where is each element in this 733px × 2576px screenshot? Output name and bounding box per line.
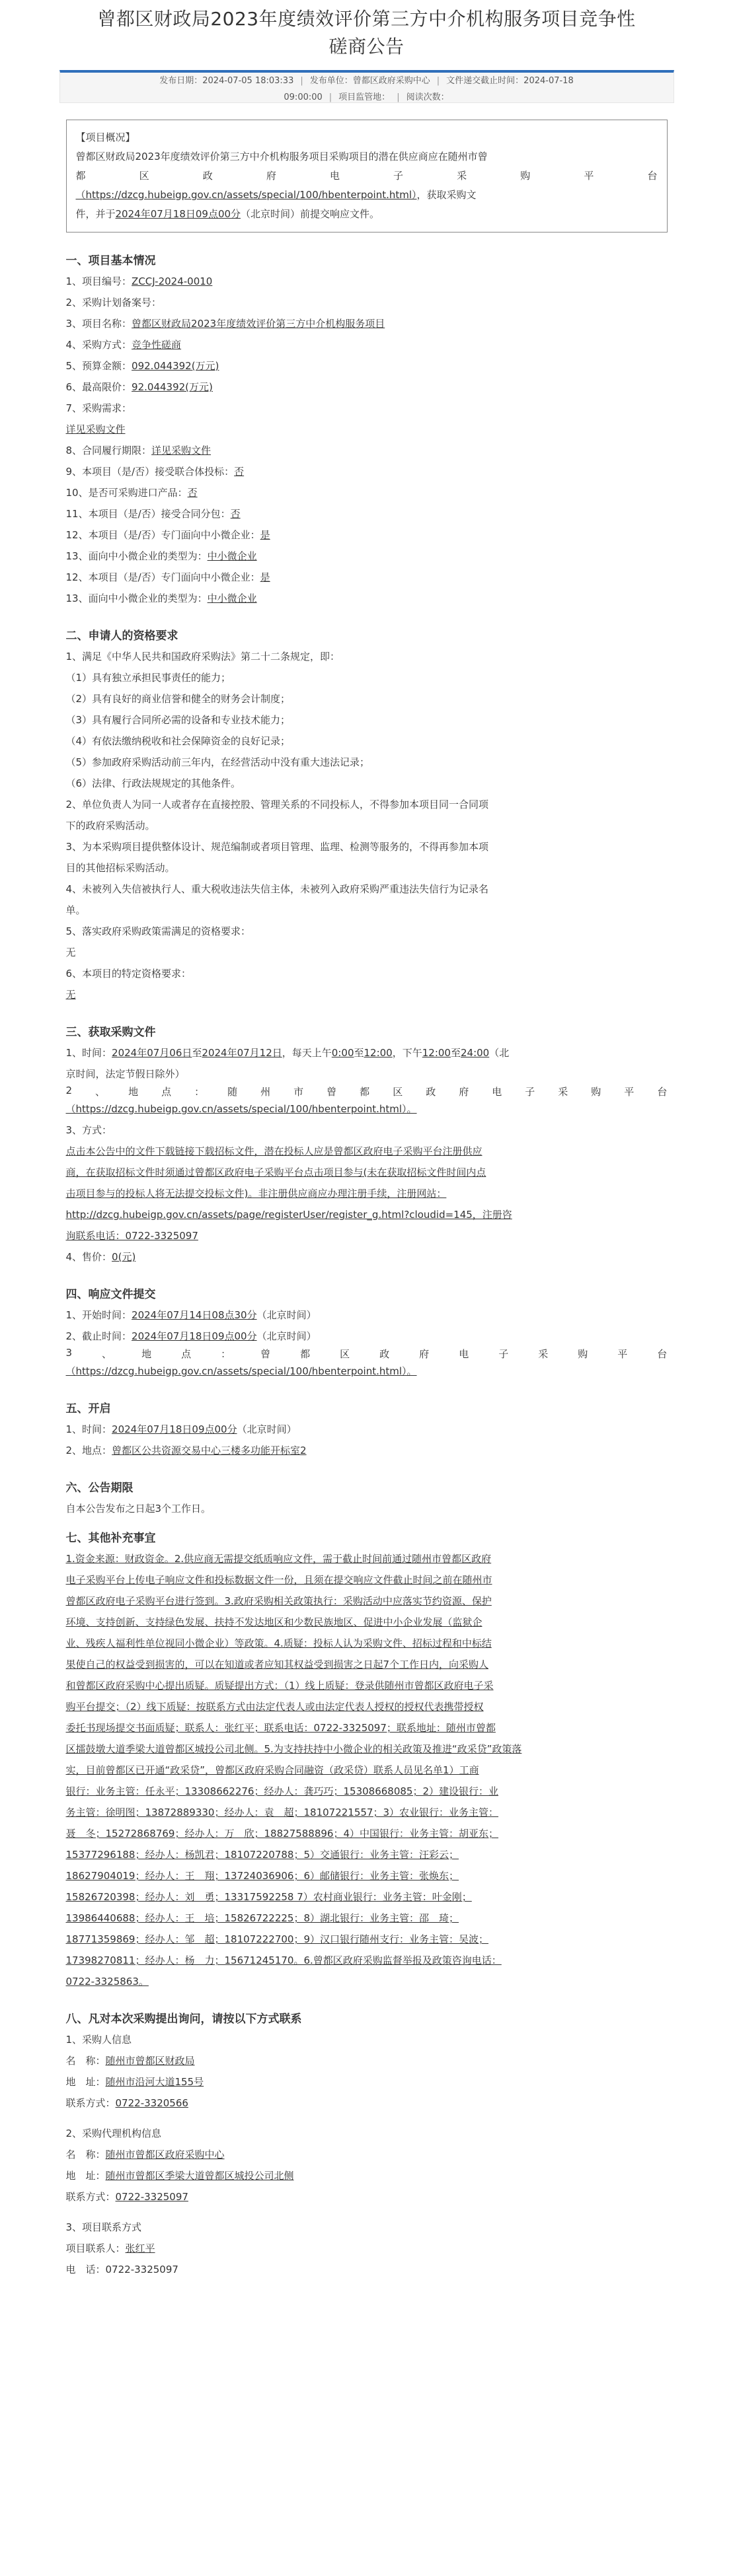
demand-link[interactable]: 详见采购文件 <box>65 423 126 435</box>
deadline-date: 2024-07-18 <box>523 76 574 86</box>
meta-line-2 <box>60 89 674 106</box>
submission-place-char: 电 <box>459 1348 469 1360</box>
submission-place-char: 购 <box>578 1348 588 1360</box>
submission-start-value: 2024年07月14日08点30分 <box>132 1309 257 1321</box>
other-matters-line: 17398270811；经办人：杨 力；15671245170。6.曾都区政府采购监督举报及政策咨询电话： <box>65 1954 502 1966</box>
basic-info-row <box>66 334 681 355</box>
qualification-p2a: 2、单位负责人为同一人或者存在直接控股、管理关系的不同投标人，不得参加本项目同一合同项 <box>65 799 489 810</box>
obtain-place-char: 电 <box>492 1086 502 1098</box>
qualification-p3a: 3、为本采购项目提供整体设计、规范编制或者项目管理、监理、检测等服务的，不得再参加本项 <box>65 841 489 853</box>
obtain-place-char: 市 <box>293 1086 304 1098</box>
basic-info-key: 10、是否可采购进口产品： <box>65 487 188 499</box>
submission-start-row <box>66 1305 681 1326</box>
other-matters-line: 13986440688；经办人：王 培；15826722225；8）湖北银行：业务主管：邵 琦； <box>65 1912 459 1924</box>
agency-addr-row <box>66 2165 681 2186</box>
section-contact-heading: 八、凡对本次采购提出询问，请按以下方式联系 <box>65 2013 302 2026</box>
basic-info-row <box>66 313 681 334</box>
opening-place-value: 曾都区公共资源交易中心三楼多功能开标室2 <box>112 1445 307 1456</box>
qualification-p4b: 单。 <box>65 904 86 916</box>
summary-platform-char: 区 <box>139 170 149 182</box>
basic-info-value: 中小微企业 <box>207 592 257 604</box>
summary-line-4-head: 件，并于 <box>75 208 116 220</box>
basic-info-key: 1、项目编号： <box>65 275 132 287</box>
other-matters-line: 1.资金来源：财政资金。2.供应商无需提交纸质响应文件，需于截止时间前通过随州市曾都区政府 <box>65 1553 492 1565</box>
qualification-p6: 6、本项目的特定资格要求： <box>65 968 192 980</box>
submission-deadline <box>444 73 576 89</box>
other-matters-line: 委托书现场提交书面质疑；联系人：张红平；联系电话：0722-3325097；联系地址：随州市曾都 <box>65 1722 496 1734</box>
basic-info-value: 是 <box>260 529 270 541</box>
basic-info-value: 竞争性磋商 <box>132 339 182 351</box>
qualification-list <box>66 667 681 794</box>
summary-line-4 <box>76 205 658 224</box>
other-matters-text <box>66 1548 681 1992</box>
register-phone: 询联系电话：0722-3325097 <box>65 1230 198 1242</box>
text-fragment: 0722-3320566 <box>115 2097 188 2109</box>
opening-place-row <box>66 1440 681 1461</box>
meta-line-1 <box>60 73 674 89</box>
text-fragment: 电 话： <box>65 2264 106 2275</box>
submission-place-char: 政 <box>379 1348 390 1360</box>
qualification-item: （6）法律、行政法规规定的其他条件。 <box>65 777 241 789</box>
register-url[interactable]: http://dzcg.hubeigp.gov.cn/assets/page/registerUser/register_g.html?cloudid=145，注册咨 <box>65 1209 512 1221</box>
text-fragment: 24:00 <box>461 1047 490 1059</box>
submission-place-char: 平 <box>617 1348 628 1360</box>
text-fragment: 1、时间： <box>65 1423 112 1435</box>
basic-info-key: 12、本项目（是/否）专门面向中小微企业： <box>65 571 260 583</box>
purchaser-name-row <box>66 2050 681 2071</box>
summary-platform-char: 电 <box>329 170 340 182</box>
agency-tel-row <box>66 2186 681 2207</box>
qualification-item: （3）具有履行合同所必需的设备和专业技术能力； <box>65 714 291 726</box>
submission-place-char: 3 <box>65 1347 73 1359</box>
obtain-place-char: 区 <box>393 1086 403 1098</box>
text-fragment: 联系方式： <box>65 2097 116 2109</box>
basic-info-value: 中小微企业 <box>207 550 257 562</box>
meta-separator: | <box>328 92 332 102</box>
other-matters-line: 实，目前曾都区已开通“政采贷”，曾都区政府采购合同融资（政采贷）联系人员见名单1）工商 <box>65 1764 479 1776</box>
agency-name-row <box>66 2144 681 2165</box>
submission-place-url[interactable]: （https://dzcg.hubeigp.gov.cn/assets/special/100/hbenterpoint.html）。 <box>65 1365 417 1377</box>
basic-info-value: 否 <box>187 487 198 499</box>
other-matters-line: 果使自己的权益受到损害的，可以在知道或者应知其权益受到损害之日起7个工作日内，向采购人 <box>65 1659 489 1670</box>
text-fragment: 4、售价： <box>65 1251 112 1263</box>
basic-info-list <box>66 271 681 419</box>
basic-info-key: 6、最高限价： <box>65 381 132 393</box>
summary-platform-char: 府 <box>266 170 276 182</box>
basic-info-value: 否 <box>234 466 245 478</box>
obtain-place-char: 州 <box>260 1086 271 1098</box>
qualification-item: （1）具有独立承担民事责任的能力； <box>65 672 231 684</box>
section-qualification-heading: 二、申请人的资格要求 <box>65 629 178 643</box>
basic-info-key: 9、本项目（是/否）接受联合体投标： <box>65 466 235 478</box>
basic-info-key: 5、预算金额： <box>65 360 132 372</box>
deadline-label: 文件递交截止时间： <box>446 76 524 86</box>
section-period-heading: 六、公告期限 <box>65 1482 134 1495</box>
purchaser-tel-row <box>66 2093 681 2114</box>
basic-info-key: 7、采购需求： <box>65 402 132 414</box>
section-submission-heading: 四、响应文件提交 <box>65 1288 156 1301</box>
meta-separator: | <box>397 92 400 102</box>
purchaser-info-label: 1、采购人信息 <box>65 2034 132 2046</box>
basic-info-row <box>66 567 681 588</box>
text-fragment: 至 <box>192 1047 202 1059</box>
project-contact-label: 3、项目联系方式 <box>65 2221 142 2233</box>
text-fragment: 1、时间： <box>65 1047 112 1059</box>
publish-unit-label: 发布单位： <box>309 76 353 86</box>
other-matters-line: 15826720398；经办人：刘 勇；13317592258 7）农村商业银行：业务主管：叶金刚； <box>65 1891 472 1903</box>
submission-place-row <box>66 1347 668 1361</box>
qualification-p5-value: 无 <box>65 947 76 958</box>
meta-bar <box>59 70 674 103</box>
text-fragment: 2、截止时间： <box>65 1330 132 1342</box>
obtain-place-char: 曾 <box>327 1086 337 1098</box>
section-obtain-docs-heading: 三、获取采购文件 <box>65 1026 156 1039</box>
basic-info-value: 否 <box>230 508 241 520</box>
obtain-place-char: 随 <box>227 1086 238 1098</box>
text-fragment: 0:00 <box>331 1047 354 1059</box>
obtain-time-row <box>66 1042 681 1063</box>
other-matters-line: 电子采购平台上传电子响应文件和投标数据文件一份，且须在提交响应文件截止时间之前在随州市 <box>65 1574 492 1586</box>
announcement-container <box>59 0 674 2280</box>
submission-place-char: 地 <box>141 1348 152 1360</box>
basic-info-value: 详见采购文件 <box>151 445 212 456</box>
submission-place-char: 府 <box>419 1348 430 1360</box>
text-fragment: 项目联系人： <box>65 2242 126 2254</box>
text-fragment: ，每天上午 <box>282 1047 332 1059</box>
text-fragment: （北京时间） <box>256 1309 317 1321</box>
text-fragment: （北 <box>489 1047 510 1059</box>
text-fragment: 0722-3325097 <box>105 2264 178 2275</box>
basic-info-value: 曾都区财政局2023年度绩效评价第三方中介机构服务项目 <box>132 318 385 330</box>
obtain-place-char: 都 <box>360 1086 370 1098</box>
title-line-2: 磋商公告 <box>328 36 405 57</box>
other-matters-line: 15377296188；经办人：杨凯君；18107220788；5）交通银行：业务主管：汪彩云； <box>65 1849 459 1861</box>
other-matters-line: 区擂鼓墩大道季梁大道曾都区城投公司北侧。5.为支持扶持中小微企业的相关政策及推进“政采贷”政策落 <box>65 1743 522 1755</box>
special-requirement-value: 无 <box>65 989 76 1001</box>
other-matters-line: 曾都区政府电子采购平台进行签到。3.政府采购相关政策执行：采购活动中应落实节约资源、保护 <box>65 1595 492 1607</box>
basic-info-key: 4、采购方式： <box>65 339 132 351</box>
other-matters-line: 18627904019；经办人：王 翔；13724036906；6）邮储银行：业务主管：张焕东； <box>65 1870 459 1882</box>
summary-platform-char: 平 <box>584 170 594 182</box>
obtain-place-char: 2 <box>65 1085 73 1096</box>
announcement-body <box>59 251 681 2280</box>
publish-unit <box>307 73 433 89</box>
obtain-place-char: 平 <box>624 1086 635 1098</box>
obtain-place-char: 子 <box>525 1086 535 1098</box>
project-contact-tel-row <box>66 2259 681 2280</box>
basic-info-value: ZCCJ-2024-0010 <box>132 275 213 287</box>
obtain-place-row <box>66 1085 668 1098</box>
page-title <box>59 0 674 61</box>
supervision-place <box>336 89 393 106</box>
text-fragment: 随州市沿河大道155号 <box>105 2076 204 2088</box>
obtain-place-char: 政 <box>426 1086 436 1098</box>
period-text: 自本公告发布之日起3个工作日。 <box>65 1503 212 1515</box>
publish-date-label: 发布日期： <box>159 76 203 86</box>
text-fragment: （北京时间） <box>237 1423 297 1435</box>
text-fragment: 地 址： <box>65 2076 106 2088</box>
text-fragment: 至 <box>450 1047 461 1059</box>
basic-info-row <box>66 355 681 376</box>
qualification-p6-value <box>66 984 681 1005</box>
agency-info-label: 2、采购代理机构信息 <box>65 2128 162 2139</box>
submission-place-char: 点 <box>181 1348 192 1360</box>
summary-label: 【项目概况】 <box>75 131 135 143</box>
obtain-method-line-3: 击项目参与的投标人将无法提交投标文件)。非注册供应商应办理注册手续，注册网站： <box>65 1188 447 1199</box>
section-basic-info-heading: 一、项目基本情况 <box>65 254 156 268</box>
project-contact-person-row <box>66 2238 681 2259</box>
obtain-place-url[interactable]: （https://dzcg.hubeigp.gov.cn/assets/special/100/hbenterpoint.html）。 <box>65 1103 417 1115</box>
submission-place-char: 采 <box>538 1348 549 1360</box>
obtain-method-line-1: 点击本公告中的文件下载链接下载招标文件，潜在投标人应是曾都区政府电子采购平台注册供应 <box>65 1145 482 1157</box>
obtain-place-char: ： <box>194 1086 205 1098</box>
submission-place-char: 曾 <box>260 1348 271 1360</box>
opening-time-value: 2024年07月18日09点00分 <box>112 1423 237 1435</box>
text-fragment: 2、地点： <box>65 1445 112 1456</box>
summary-platform-url[interactable]: （https://dzcg.hubeigp.gov.cn/assets/special/100/hbenterpoint.html） <box>75 189 417 201</box>
summary-platform-char: 购 <box>520 170 531 182</box>
other-matters-line: 银行：业务主管：任永平；13308662276；经办人：龚巧巧；15308668085；2）建设银行：业 <box>65 1785 499 1797</box>
summary-platform-char: 都 <box>75 170 86 182</box>
basic-info-row <box>66 292 681 313</box>
price-value: 0(元) <box>112 1251 136 1263</box>
basic-info-row <box>66 440 681 461</box>
text-fragment: 12:00 <box>364 1047 393 1059</box>
other-matters-line: 18771359869；经办人：邹 超；18107222700；9）汉口银行随州支行：业务主管：吴波； <box>65 1933 489 1945</box>
obtain-place-char: 购 <box>591 1086 601 1098</box>
obtain-place-char: 台 <box>657 1086 668 1098</box>
meta-separator: | <box>436 76 440 86</box>
obtain-place-char: 、 <box>95 1086 106 1098</box>
meta-separator: | <box>300 76 303 86</box>
submission-place-char: 、 <box>102 1348 112 1360</box>
basic-info-row <box>66 398 681 419</box>
obtain-time-row-2: 京时间，法定节假日除外） <box>65 1068 185 1080</box>
project-summary-box <box>66 120 668 233</box>
text-fragment: 随州市曾都区季梁大道曾都区城投公司北侧 <box>105 2170 294 2182</box>
text-fragment: 张红平 <box>125 2242 155 2254</box>
text-fragment: 名 称： <box>65 2055 106 2067</box>
supervision-label: 项目监管地： <box>338 92 391 102</box>
other-matters-line: 购平台提交；（2）线下质疑：按联系方式由法定代表人或由法定代表人授权的授权代表携带授权 <box>65 1701 484 1713</box>
other-matters-line: 务主管：徐明图；13872889330；经办人：袁 超；18107221557；3）农业银行：业务主管： <box>65 1807 499 1818</box>
other-matters-line: 环境、支持创新、支持绿色发展、扶持不发达地区和少数民族地区、促进中小企业发展（监狱企 <box>65 1616 482 1628</box>
text-fragment: 联系方式： <box>65 2191 116 2203</box>
qualification-p3b: 目的其他招标采购活动。 <box>65 862 175 874</box>
submission-place-url-row <box>66 1361 681 1382</box>
submission-place-char: ： <box>221 1348 231 1360</box>
text-fragment: 0722-3325097 <box>115 2191 188 2203</box>
obtain-place-url-row <box>66 1098 681 1120</box>
view-count <box>404 89 452 106</box>
obtain-place-char: 点 <box>161 1086 172 1098</box>
submission-place-char: 台 <box>657 1348 668 1360</box>
qualification-p5: 5、落实政府采购政策需满足的资格要求： <box>65 925 251 937</box>
text-fragment: 2024年07月12日 <box>202 1047 282 1059</box>
obtain-place-char: 府 <box>459 1086 469 1098</box>
basic-info-list-2 <box>66 440 681 609</box>
basic-info-row <box>66 503 681 524</box>
basic-info-row <box>66 524 681 546</box>
deadline-time: 09:00:00 <box>284 92 323 102</box>
summary-platform-line <box>76 166 658 186</box>
summary-line-1: 曾都区财政局2023年度绩效评价第三方中介机构服务项目采购项目的潜在供应商应在随州市曾 <box>75 151 488 162</box>
price-row <box>66 1246 681 1268</box>
qualification-item: （4）有依法缴纳税收和社会保障资金的良好记录； <box>65 735 291 747</box>
qualification-item: （5）参加政府采购活动前三年内，在经营活动中没有重大违法记录； <box>65 756 370 768</box>
submission-place-char: 区 <box>340 1348 350 1360</box>
basic-info-key: 12、本项目（是/否）专门面向中小微企业： <box>65 529 260 541</box>
basic-info-row <box>66 588 681 609</box>
basic-info-row <box>66 271 681 292</box>
basic-info-key: 13、面向中小微企业的类型为： <box>65 550 208 562</box>
obtain-place-char: 采 <box>558 1086 568 1098</box>
text-fragment: 随州市曾都区财政局 <box>105 2055 195 2067</box>
other-matters-line: 业、残疾人福利性单位视同小微企业）等政策。4.质疑：投标人认为采购文件、招标过程和中标结 <box>65 1637 492 1649</box>
summary-line-4-tail: （北京时间）前提交响应文件。 <box>241 208 380 220</box>
summary-line-3-tail: ，获取采购文 <box>416 189 477 201</box>
section-other-heading: 七、其他补充事宜 <box>65 1532 156 1545</box>
summary-platform-char: 子 <box>393 170 404 182</box>
summary-platform-char: 政 <box>202 170 213 182</box>
text-fragment: （北京时间） <box>256 1330 317 1342</box>
section-opening-heading: 五、开启 <box>65 1402 111 1415</box>
obtain-place-char: 地 <box>128 1086 139 1098</box>
basic-info-value: 92.044392(万元) <box>132 381 213 393</box>
summary-platform-char: 采 <box>457 170 467 182</box>
other-matters-line: 聂 冬；15272868769；经办人：万 欣；18827588896；4）中国银行：业务主管：胡亚东； <box>65 1828 499 1840</box>
other-matters-line: 0722-3325863。 <box>65 1976 149 1987</box>
publish-unit-value: 曾都区政府采购中心 <box>352 76 430 86</box>
text-fragment: 随州市曾都区政府采购中心 <box>105 2149 225 2161</box>
basic-info-key: 8、合同履行期限： <box>65 445 152 456</box>
basic-info-row <box>66 482 681 503</box>
publish-date <box>157 73 296 89</box>
text-fragment: 1、开始时间： <box>65 1309 132 1321</box>
obtain-method-label: 3、方式： <box>65 1124 112 1136</box>
submission-place-char: 都 <box>300 1348 311 1360</box>
basic-info-value: 是 <box>260 571 270 583</box>
basic-info-key: 11、本项目（是/否）接受合同分包： <box>65 508 231 520</box>
qualification-item: （2）具有良好的商业信誉和健全的财务会计制度； <box>65 693 291 705</box>
basic-info-key: 13、面向中小微企业的类型为： <box>65 592 208 604</box>
submission-place-char: 子 <box>498 1348 509 1360</box>
basic-info-key: 2、采购计划备案号： <box>65 297 162 308</box>
basic-info-value: 092.044392(万元) <box>132 360 219 372</box>
summary-platform-char: 台 <box>647 170 658 182</box>
summary-line-3 <box>76 186 658 205</box>
obtain-method-line-2: 商，在获取招标文件时须通过曾都区政府电子采购平台点击项目参与(未在获取招标文件时间内点 <box>65 1166 486 1178</box>
other-matters-line: 和曾都区政府采购中心提出质疑。质疑提出方式：（1）线上质疑：登录供随州市曾都区政府电子采 <box>65 1680 494 1692</box>
submission-end-row <box>66 1326 681 1347</box>
qualification-p2b: 下的政府采购活动。 <box>65 820 155 832</box>
view-count-label: 阅读次数： <box>406 92 449 102</box>
text-fragment: 至 <box>354 1047 364 1059</box>
summary-deadline-time: 2024年07月18日09点00分 <box>115 208 241 220</box>
opening-time-row <box>66 1419 681 1440</box>
publish-date-value: 2024-07-05 18:03:33 <box>202 76 294 86</box>
text-fragment: 地 址： <box>65 2170 106 2182</box>
title-line-1: 曾都区财政局2023年度绩效评价第三方中介机构服务项目竞争性 <box>97 8 636 30</box>
purchaser-addr-row <box>66 2071 681 2093</box>
qualification-p4a: 4、未被列入失信被执行人、重大税收违法失信主体，未被列入政府采购严重违法失信行为记录名 <box>65 883 489 895</box>
basic-info-key: 3、项目名称： <box>65 318 132 330</box>
text-fragment: 12:00 <box>422 1047 451 1059</box>
text-fragment: ，下午 <box>392 1047 422 1059</box>
text-fragment: 2024年07月06日 <box>112 1047 192 1059</box>
submission-end-value: 2024年07月18日09点00分 <box>132 1330 257 1342</box>
demand-link-row <box>66 419 681 440</box>
basic-info-row <box>66 461 681 482</box>
basic-info-row <box>66 546 681 567</box>
qualification-p1: 1、满足《中华人民共和国政府采购法》第二十二条规定，即： <box>65 651 340 662</box>
text-fragment: 名 称： <box>65 2149 106 2161</box>
basic-info-row <box>66 376 681 398</box>
